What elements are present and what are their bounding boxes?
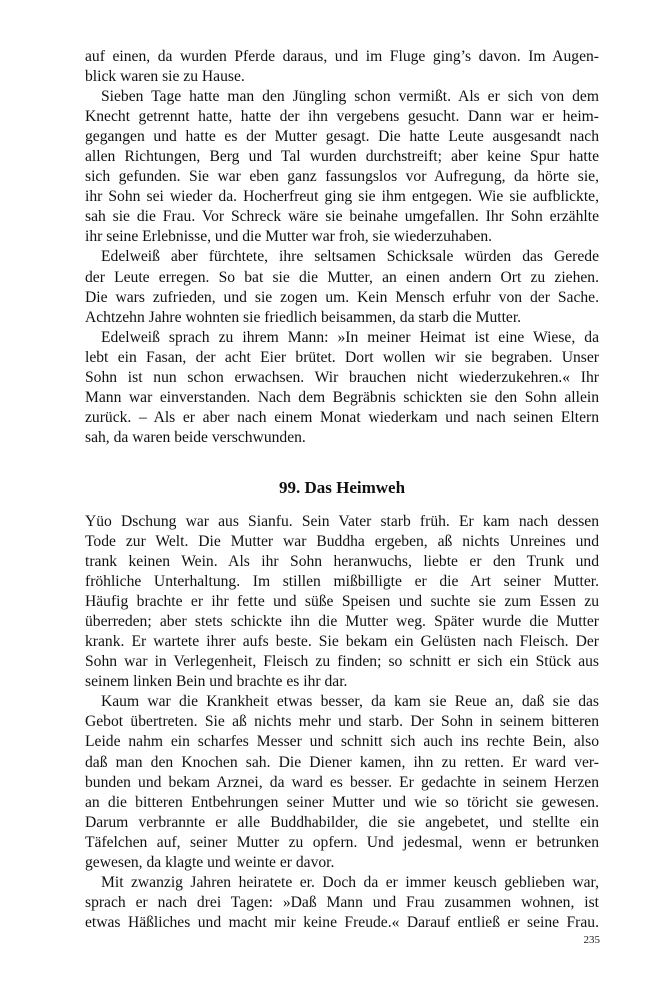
text-line: Täfelchen auf, seiner Mutter zu opfern. Und jedesmal, wenn er betrunken xyxy=(85,833,599,851)
text-line: Mit zwanzig Jahren heiratete er. Doch da er immer keusch geblieben war, xyxy=(101,873,599,891)
text-line: Die wars zufrieden, und sie zogen um. Kein Mensch erfuhr von der Sache. xyxy=(85,288,599,306)
text-line: gewesen, da klagte und weinte er davor. xyxy=(85,853,335,871)
text-line: sah, da waren beide verschwunden. xyxy=(85,428,306,446)
text-line: fröhliche Unterhaltung. Im stillen mißbilligte er die Art seiner Mutter. xyxy=(85,573,599,591)
text-line: Tode zur Welt. Die Mutter war Buddha ergeben, aß nichts Unreines und xyxy=(85,532,599,550)
text-line: sich gefunden. Sie war eben ganz fassungslos vor Aufregung, da hörte sie, xyxy=(85,168,599,186)
text-line: überreden; aber stets schickte ihn die Mutter weg. Später wurde die Mutter xyxy=(85,613,599,631)
text-line: seinem linken Bein und brachte es ihr dar. xyxy=(85,673,348,691)
text-line: zurück. – Als er aber nach einem Monat wiederkam und nach seinen Eltern xyxy=(85,408,599,426)
paragraph xyxy=(85,47,599,87)
text-line: Mann war einverstanden. Nach dem Begräbnis schickten sie den Sohn allein xyxy=(85,388,599,406)
text-line: sprach er nach drei Tagen: »Daß Mann und Frau zusammen wohnen, ist xyxy=(85,893,599,911)
text-line: Achtzehn Jahre wohnten sie friedlich beisammen, da starb die Mutter. xyxy=(85,308,522,326)
text-before-chapter xyxy=(85,47,599,448)
paragraph xyxy=(85,247,599,327)
text-line: bunden und bekam Arznei, da ward es besser. Er gedachte in seinem Herzen xyxy=(85,773,599,791)
text-line: allen Richtungen, Berg und Tal wurden durchstreift; aber keine Spur hatte xyxy=(85,148,599,166)
text-line: Kaum war die Krankheit etwas besser, da kam sie Reue an, daß sie das xyxy=(101,693,599,711)
chapter-text xyxy=(85,512,599,933)
text-line: etwas Häßliches und macht mir keine Freude.« Darauf entließ er seine Frau. xyxy=(85,913,599,931)
paragraph xyxy=(85,512,599,692)
text-line: an die bitteren Entbehrungen seiner Mutter und wie so töricht sie gewesen. xyxy=(85,793,599,811)
text-line: ihr seine Erlebnisse, und die Mutter war froh, sie wiederzuhaben. xyxy=(85,228,493,246)
text-line: krank. Er wartete ihrer aufs beste. Sie bekam ein Gelüsten nach Fleisch. Der xyxy=(85,633,599,651)
text-line: Yüo Dschung war aus Sianfu. Sein Vater starb früh. Er kam nach dessen xyxy=(85,512,599,530)
text-line: daß man den Knochen sah. Die Diener kamen, ihn zu retten. Er ward ver- xyxy=(85,753,599,771)
paragraph xyxy=(85,87,599,247)
text-line: Häufig brachte er ihr fette und süße Speisen und suchte sie zum Essen zu xyxy=(85,593,599,611)
text-line: sah sie die Frau. Vor Schreck wäre sie beinahe umgefallen. Ihr Sohn erzählte xyxy=(85,208,599,226)
page-number: 235 xyxy=(583,934,600,946)
text-line: Leide nahm ein scharfes Messer und schnitt sich auch ins rechte Bein, also xyxy=(85,733,599,751)
text-line: der Leute erregen. So bat sie die Mutter, an einen andern Ort zu ziehen. xyxy=(85,268,599,286)
text-line: auf einen, da wurden Pferde daraus, und im Fluge ging’s davon. Im Augen- xyxy=(85,48,599,65)
text-line: Sieben Tage hatte man den Jüngling schon vermißt. Als er sich von dem xyxy=(101,88,599,106)
chapter-title: 99. Das Heimweh xyxy=(278,477,406,497)
paragraph xyxy=(85,873,599,933)
text-line: Sohn war in Verlegenheit, Fleisch zu finden; so schnitt er sich ein Stück aus xyxy=(85,653,599,671)
text-line: Edelweiß aber fürchtete, ihre seltsamen Schicksale würden das Gerede xyxy=(101,248,599,266)
paragraph xyxy=(85,692,599,872)
text-line: Darum verbrannte er alle Buddhabilder, die sie angebetet, und stellte ein xyxy=(85,813,599,831)
text-line: gegangen und hatte es der Mutter gesagt. Die hatte Leute ausgesandt nach xyxy=(85,128,599,146)
text-line: Sohn ist nun schon erwachsen. Wir brauchen nicht wiederzukehren.« Ihr xyxy=(85,368,599,386)
text-line: Gebot übertreten. Sie aß nichts mehr und starb. Der Sohn in seinem bitteren xyxy=(85,713,599,731)
page-body xyxy=(85,47,599,933)
text-line: ihr Sohn sei wieder da. Hocherfreut ging sie ihm entgegen. Wie sie aufblickte, xyxy=(85,188,599,206)
text-line: trank keinen Wein. Als ihr Sohn heranwuchs, liebte er den Trunk und xyxy=(85,553,599,571)
text-line: Knecht getrennt hatte, hatte der ihn vergebens gesucht. Dann war er heim- xyxy=(85,108,599,126)
paragraph xyxy=(85,328,599,448)
text-line: blick waren sie zu Hause. xyxy=(85,68,245,86)
text-line: Edelweiß sprach zu ihrem Mann: »In meiner Heimat ist eine Wiese, da xyxy=(101,328,599,346)
text-line: lebt ein Fasan, der acht Eier brütet. Dort wollen wir sie begraben. Unser xyxy=(85,348,599,366)
